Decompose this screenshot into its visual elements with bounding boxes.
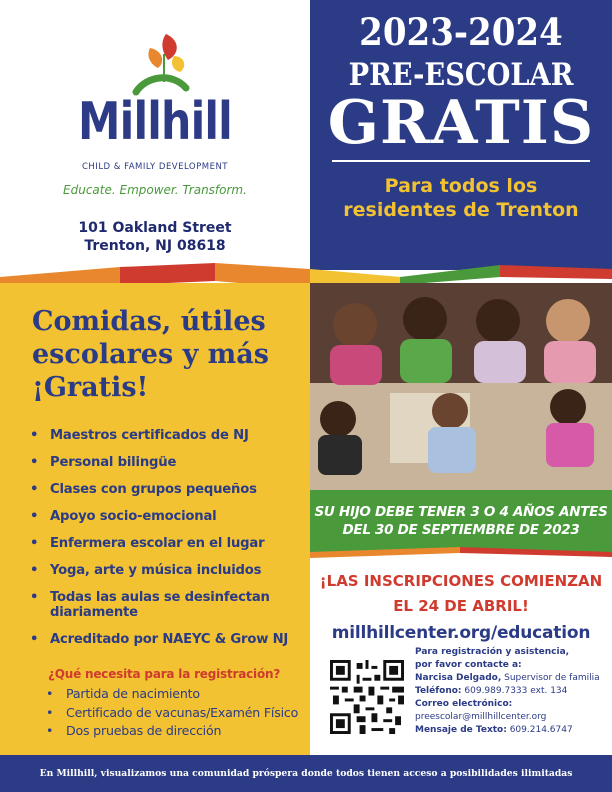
age-notice-line1: SU HIJO DEBE TENER 3 O 4 AÑOS ANTES (314, 504, 608, 520)
headline (32, 305, 302, 404)
audience-line1: Para todos los (384, 175, 538, 197)
title-free: GRATIS (327, 88, 595, 158)
contact-info (415, 646, 610, 737)
logo-subtitle: CHILD & FAMILY DEVELOPMENT (81, 162, 229, 172)
email-label: Correo electrónico: (415, 699, 513, 709)
qr-code-icon[interactable] (330, 660, 404, 734)
stripe-band-lower (310, 547, 612, 559)
headline-line1: Comidas, útiles (32, 306, 266, 337)
text-label: Mensaje de Texto: (415, 725, 507, 735)
list-item: • Apoyo socio-emocional (26, 509, 308, 524)
leaves-icon (118, 30, 198, 100)
list-item: • Yoga, arte y música incluidos (26, 563, 308, 578)
headline-line3: ¡Gratis! (32, 372, 149, 403)
contact-intro1: Para registración y asistencia, (415, 647, 570, 657)
contact-name: Narcisa Delgado, (415, 673, 502, 683)
requirements-heading: ¿Qué necesita para la registración? (48, 667, 281, 681)
benefits-list (26, 428, 308, 659)
age-notice (310, 503, 612, 539)
audience-line2: residentes de Trenton (343, 199, 579, 221)
list-item: • Enfermera escolar en el lugar (26, 536, 308, 551)
phone-number[interactable]: 609.989.7333 ext. 134 (461, 686, 568, 696)
headline-line2: escolares y más (32, 339, 269, 370)
address-line2: Trenton, NJ 08618 (84, 238, 226, 254)
list-item: • Todas las aulas se desinfectan diariamente (26, 590, 308, 620)
list-item: • Personal bilingüe (26, 455, 308, 470)
contact-intro2: por favor contacte a: (415, 660, 522, 670)
logo-tagline: Educate. Empower. Transform. (63, 183, 247, 197)
phone-label: Teléfono: (415, 686, 462, 696)
list-item: • Maestros certificados de NJ (26, 428, 308, 443)
address-line1: 101 Oakland Street (78, 220, 232, 236)
list-item: • Certificado de vacunas/Examén Físico (32, 704, 298, 723)
audience-text (310, 174, 612, 222)
enrollment-line2: EL 24 DE ABRIL! (393, 597, 529, 615)
website-link[interactable]: millhillcenter.org/education (331, 623, 591, 643)
contact-role: Supervisor de familia (501, 673, 600, 683)
enrollment-line1: ¡LAS INSCRIPCIONES COMIENZAN (319, 572, 603, 590)
logo-wordmark: Millhill (78, 92, 232, 152)
title-program: PRE-ESCOLAR (348, 57, 574, 93)
text-number[interactable]: 609.214.6747 (506, 725, 573, 735)
footer-text: En Millhill, visualizamos una comunidad próspera donde todos tienen acceso a posibilidades ilimitadas (39, 768, 573, 779)
title-years: 2023-2024 (359, 10, 563, 54)
list-item: • Acreditado por NAEYC & Grow NJ (26, 632, 308, 647)
list-item: • Partida de nacimiento (32, 685, 298, 704)
age-notice-line2: DEL 30 DE SEPTIEMBRE DE 2023 (342, 522, 580, 538)
email-address[interactable]: preescolar@millhillcenter.org (415, 712, 547, 722)
children-photo (310, 283, 612, 490)
title-divider (332, 160, 590, 162)
children-photo-illustration (310, 283, 612, 490)
requirements-list (32, 685, 298, 741)
list-item: • Clases con grupos pequeños (26, 482, 308, 497)
list-item: • Dos pruebas de dirección (32, 722, 298, 741)
